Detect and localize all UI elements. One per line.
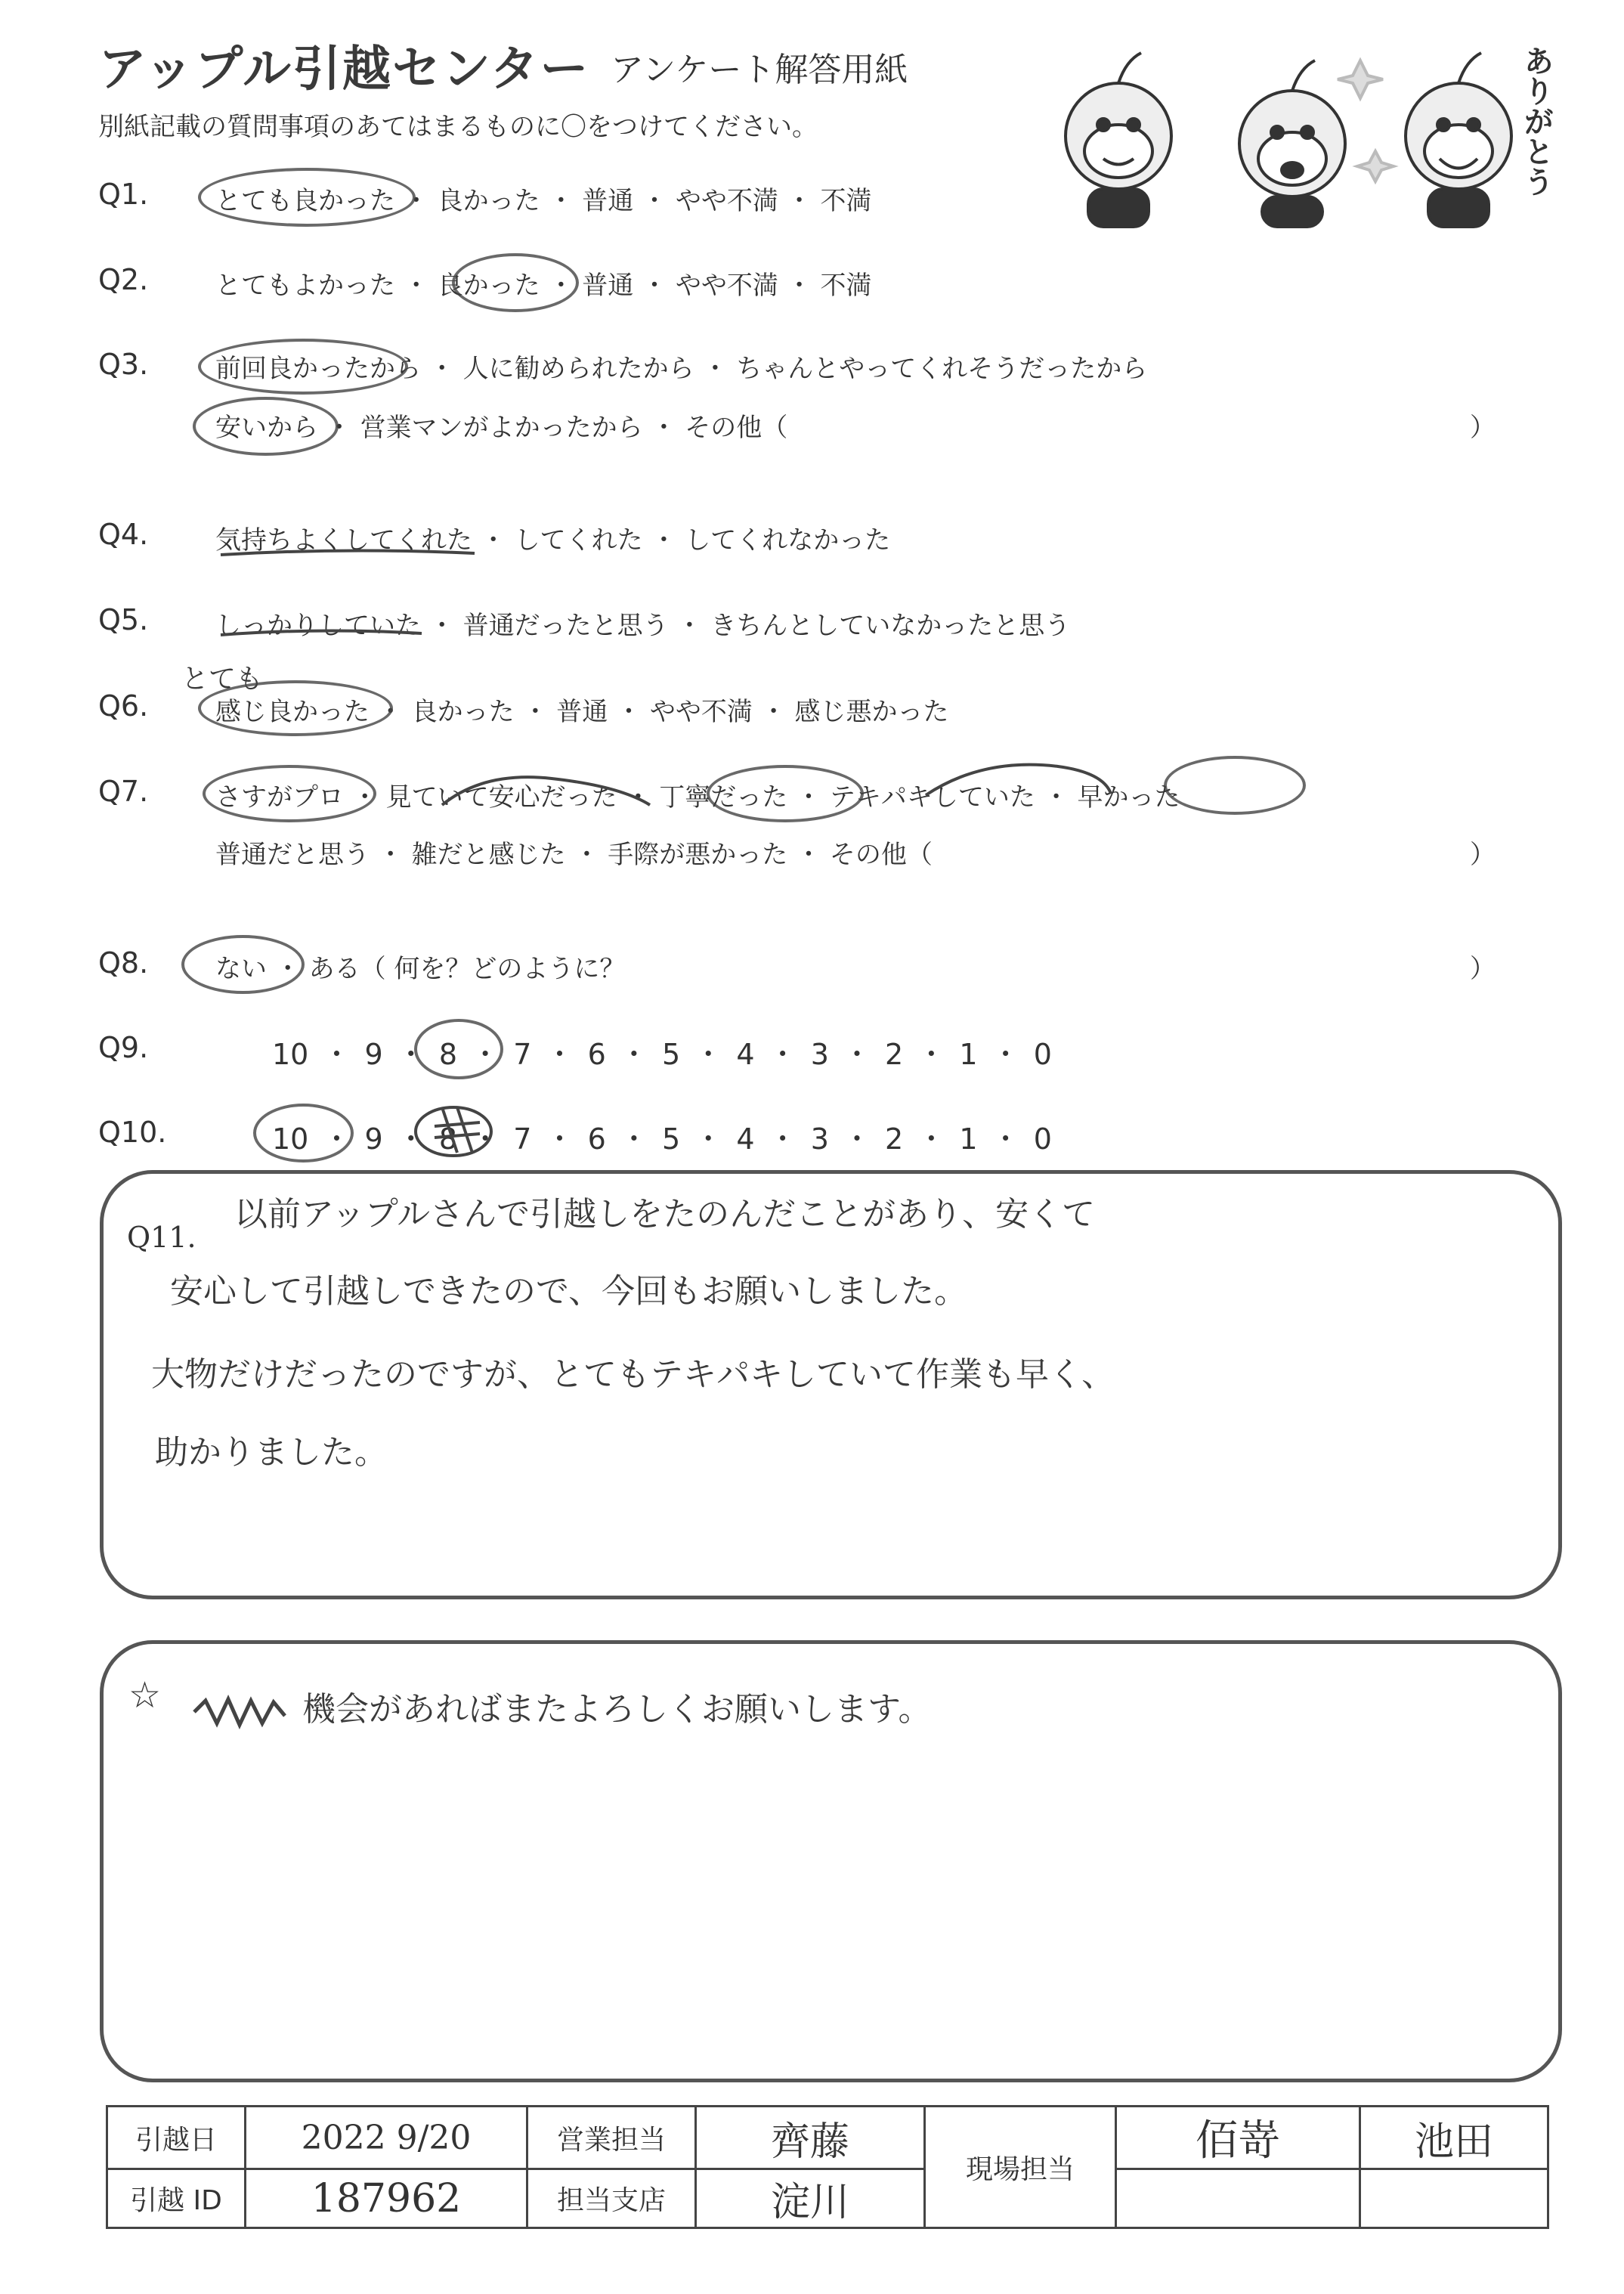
answer-circle <box>1164 756 1306 815</box>
q7-options-line2 <box>215 834 933 871</box>
answer-circle <box>198 680 393 736</box>
scale-value[interactable]: 10 <box>272 1038 309 1071</box>
answer-underline <box>219 544 476 559</box>
separator: ・ <box>642 413 685 443</box>
scale-value[interactable]: 7 <box>513 1122 532 1156</box>
option[interactable]: 感じ悪かった <box>794 697 949 727</box>
separator: ・ <box>421 611 463 641</box>
option[interactable]: ちゃんとやってくれそうだったから <box>736 354 1148 384</box>
q1-label: Q1. <box>98 178 149 211</box>
separator: ・ <box>617 782 660 813</box>
separator: ・ <box>694 354 737 384</box>
option[interactable]: ある（ 何を？どのように？ <box>308 954 626 984</box>
scribble-mark <box>190 1693 289 1731</box>
scale-value[interactable]: 0 <box>1033 1038 1052 1071</box>
option[interactable]: テキパキしていた <box>829 782 1035 813</box>
company-title: アップル引越センター <box>98 42 590 98</box>
option[interactable]: 普通 <box>582 186 634 216</box>
answer-circle <box>452 253 579 312</box>
site-staff-1: 佰嵜 <box>1116 2107 1360 2169</box>
site-label: 現場担当 <box>925 2107 1116 2228</box>
q10-scale: 10 ・ 9 ・ 8 ・ 7 ・ 6 ・ 5 ・ 4 ・ 3 ・ 2 ・ 1 ・ 0 <box>272 1122 1052 1156</box>
branch-name: 淀川 <box>696 2169 925 2228</box>
q5-label: Q5. <box>98 603 149 636</box>
option[interactable]: その他（ <box>685 413 788 443</box>
scale-value[interactable]: 6 <box>587 1122 606 1156</box>
footer-info-table <box>106 2105 1549 2229</box>
option[interactable]: 気持ちよくしてくれた <box>215 525 472 556</box>
option[interactable]: しっかりしていた <box>215 611 421 641</box>
scale-value[interactable]: 9 <box>364 1038 383 1071</box>
separator: ・ <box>642 525 685 556</box>
answer-underline <box>219 626 423 641</box>
sales-name: 齊藤 <box>696 2107 925 2169</box>
option[interactable]: 不満 <box>820 271 872 301</box>
q11-answer-line: 助かりました。 <box>155 1433 388 1472</box>
close-paren: ） <box>1470 840 1496 870</box>
instruction-text: 別紙記載の質問事項のあてはまるものに〇をつけてください。 <box>98 112 818 142</box>
scale-value[interactable]: 1 <box>959 1122 978 1156</box>
scale-value[interactable]: 1 <box>959 1038 978 1071</box>
scale-value[interactable]: 5 <box>661 1122 681 1156</box>
handwritten-note: とても <box>181 664 264 695</box>
separator: ・ <box>787 782 830 813</box>
option[interactable]: やや不満 <box>649 697 753 727</box>
sales-label: 営業担当 <box>527 2107 696 2169</box>
option[interactable]: 早かった <box>1077 782 1180 813</box>
separator: ・ <box>267 954 309 984</box>
scale-value[interactable]: 0 <box>1033 1122 1052 1156</box>
move-date-value: 2022 9/20 <box>246 2107 527 2169</box>
scale-value[interactable]: 9 <box>364 1122 383 1156</box>
separator: ・ <box>395 186 438 216</box>
form-subtitle: アンケート解答用紙 <box>611 51 908 89</box>
move-id-value: 187962 <box>246 2169 527 2228</box>
scale-value[interactable]: 7 <box>513 1038 532 1071</box>
option[interactable]: してくれた <box>514 525 643 556</box>
option[interactable]: 不満 <box>820 186 872 216</box>
answer-circle <box>203 765 376 822</box>
separator: ・ <box>633 271 676 301</box>
monkey-face-icon <box>1406 53 1511 227</box>
move-date-label: 引越日 <box>107 2107 246 2169</box>
option[interactable]: 見ていて安心だった <box>385 782 617 813</box>
close-paren: ） <box>1470 413 1496 443</box>
scale-value[interactable]: 8 <box>438 1038 458 1071</box>
option[interactable]: 普通だと思う <box>215 840 370 870</box>
scale-value[interactable]: 2 <box>885 1122 904 1156</box>
scale-value[interactable]: 3 <box>810 1038 829 1071</box>
separator: ・ <box>540 186 583 216</box>
option[interactable]: 良かった <box>437 186 540 216</box>
scale-value[interactable]: 10 <box>272 1122 309 1156</box>
answer-circle <box>193 397 339 456</box>
option[interactable]: やや不満 <box>675 271 778 301</box>
site-staff-2: 池田 <box>1360 2107 1548 2169</box>
option[interactable]: とても良かった <box>215 186 395 216</box>
option[interactable]: とてもよかった <box>215 271 395 301</box>
separator: ・ <box>370 840 412 870</box>
answer-circle <box>707 765 864 822</box>
separator: ・ <box>318 413 360 443</box>
option[interactable]: 手際が悪かった <box>608 840 788 870</box>
option[interactable]: 良かった <box>411 697 515 727</box>
option[interactable]: してくれなかった <box>685 525 891 556</box>
q11-answer-line: 大物だけだったのですが、とてもテキパキしていて作業も早く、 <box>151 1355 1115 1394</box>
monkey-face-icon <box>1066 53 1171 227</box>
move-id-label: 引越 ID <box>107 2169 246 2228</box>
separator: ・ <box>668 611 711 641</box>
separator: ・ <box>421 354 463 384</box>
q3-label: Q3. <box>98 348 149 381</box>
separator: ・ <box>778 186 821 216</box>
option[interactable]: さすがプロ <box>215 782 344 813</box>
separator: ・ <box>608 697 650 727</box>
q10-label: Q10. <box>98 1116 167 1149</box>
option[interactable]: 人に勧められたから <box>462 354 694 384</box>
scale-value[interactable]: 3 <box>810 1122 829 1156</box>
monkey-face-icon <box>1239 60 1345 227</box>
separator: ・ <box>787 840 830 870</box>
separator: ・ <box>1035 782 1078 813</box>
scale-value[interactable]: 5 <box>661 1038 681 1071</box>
option[interactable]: 普通 <box>582 271 634 301</box>
separator: ・ <box>370 697 412 727</box>
separator: ・ <box>565 840 608 870</box>
option[interactable]: 雑だと感じた <box>411 840 566 870</box>
separator: ・ <box>778 271 821 301</box>
branch-label: 担当支店 <box>527 2169 696 2228</box>
q9-label: Q9. <box>98 1031 149 1064</box>
close-paren: ） <box>1470 954 1496 984</box>
scale-value[interactable]: 6 <box>587 1038 606 1071</box>
q11-answer-line: 以前アップルさんで引越しをたのんだことがあり、安くて <box>234 1195 1096 1234</box>
answer-circle <box>181 935 305 994</box>
site-staff-empty-1 <box>1116 2169 1360 2228</box>
mascot-illustration <box>1035 38 1564 234</box>
scale-value[interactable]: 2 <box>885 1038 904 1071</box>
q11-label: Q11. <box>127 1221 196 1254</box>
answer-circle <box>198 168 416 227</box>
site-staff-empty-2 <box>1360 2169 1548 2228</box>
scale-value[interactable]: 4 <box>736 1038 755 1071</box>
option[interactable]: 安いから <box>215 413 318 443</box>
option[interactable]: 営業マンがよかったから <box>360 413 643 443</box>
separator: ・ <box>633 186 676 216</box>
separator: ・ <box>395 271 438 301</box>
option[interactable]: 前回良かったから <box>215 354 421 384</box>
option[interactable]: 良かった <box>437 271 540 301</box>
option[interactable]: 感じ良かった <box>215 697 370 727</box>
comment-text: 機会があればまたよろしくお願いします。 <box>302 1690 932 1729</box>
separator: ・ <box>344 782 386 813</box>
separator: ・ <box>752 697 795 727</box>
answer-underline <box>922 757 1118 803</box>
q4-label: Q4. <box>98 518 149 551</box>
separator: ・ <box>514 697 557 727</box>
answer-circle <box>414 1019 503 1079</box>
answer-circle <box>198 339 408 395</box>
option[interactable]: やや不満 <box>675 186 778 216</box>
option[interactable]: ない <box>215 954 267 984</box>
option[interactable]: 普通 <box>556 697 608 727</box>
q9-scale: 10 ・ 9 ・ 8 ・ 7 ・ 6 ・ 5 ・ 4 ・ 3 ・ 2 ・ 1 ・ 0 <box>272 1038 1052 1071</box>
q2-label: Q2. <box>98 263 149 296</box>
star-icon: ☆ <box>128 1674 162 1717</box>
answer-underline <box>438 767 665 813</box>
crossed-out-circle <box>412 1100 495 1160</box>
option[interactable]: きちんとしていなかったと思う <box>710 611 1071 641</box>
q7-label: Q7. <box>98 775 149 808</box>
thanks-text: ありがとう <box>1519 45 1554 197</box>
separator: ・ <box>540 271 583 301</box>
scale-value[interactable]: 8 <box>438 1122 458 1156</box>
separator: ・ <box>472 525 515 556</box>
option[interactable]: 丁寧だった <box>659 782 788 813</box>
q8-label: Q8. <box>98 946 149 980</box>
option[interactable]: 普通だったと思う <box>462 611 669 641</box>
scale-value[interactable]: 4 <box>736 1122 755 1156</box>
option[interactable]: その他（ <box>829 840 933 870</box>
q6-label: Q6. <box>98 689 149 723</box>
answer-circle <box>253 1104 354 1162</box>
q11-answer-line: 安心して引越しできたので、今回もお願いしました。 <box>170 1272 968 1311</box>
